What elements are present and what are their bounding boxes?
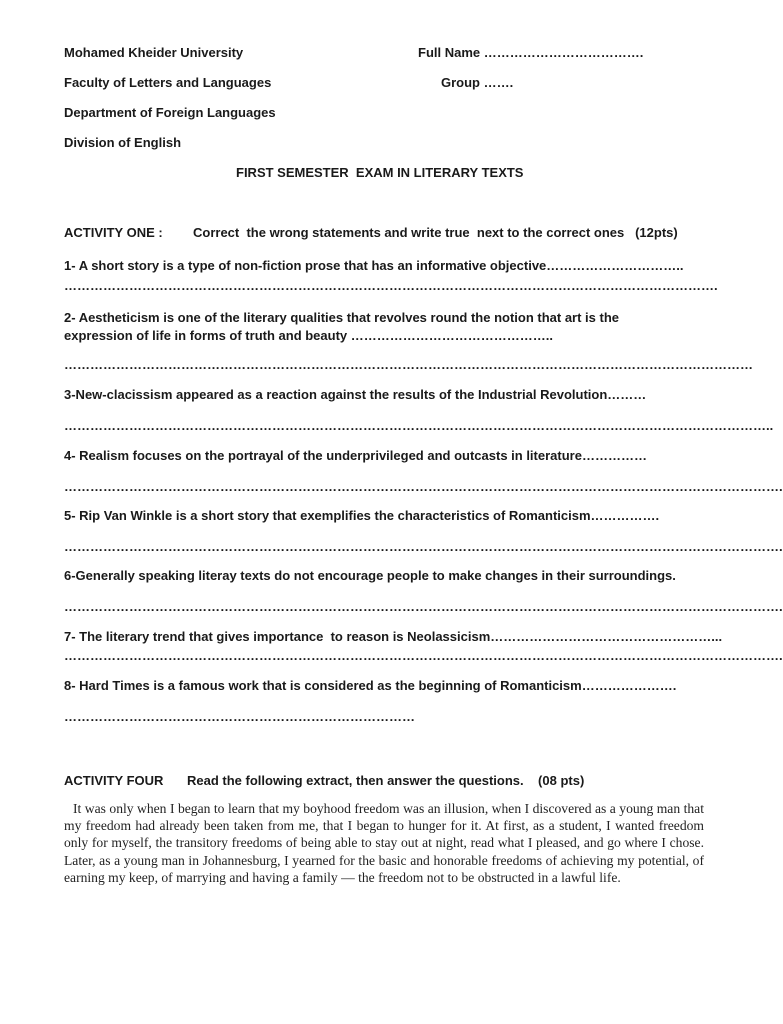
question-1: 1- A short story is a type of non-fiction prose that has an informative objective………………………….. <box>64 258 684 273</box>
question-4: 4- Realism focuses on the portrayal of the underprivileged and outcasts in literature…………… <box>64 448 647 463</box>
university-name: Mohamed Kheider University <box>64 45 244 60</box>
answer-line-3: ……………………………………………………………………………………………………………………………………………….. <box>64 418 774 433</box>
question-2-line-2: expression of life in forms of truth and beauty ……………………………………….. <box>64 328 553 343</box>
answer-line-1: ……………………………………………………………………………………………………………………………………. <box>64 278 718 293</box>
answer-line-4: …………………………………………………………………………………………………………………………………………………. <box>64 479 783 494</box>
activity-four-label: ACTIVITY FOUR <box>64 773 164 788</box>
activity-four-instruction: Read the following extract, then answer the questions. (08 pts) <box>187 773 585 788</box>
question-2-line-1: 2- Aestheticism is one of the literary qualities that revolves round the notion that art is the <box>64 310 620 325</box>
answer-line-2: …………………………………………………………………………………………………………………………………………… <box>64 357 753 372</box>
extract-paragraph: It was only when I began to learn that my boyhood freedom was an illusion, when I discovered as a young man that my freedom had already been taken from me, that I began to hunger for it. At first, as a student, I wanted freedom only for myself, the transitory freedoms of being able to stay out at night, read what I pleased, and go where I chose. Later, as a young man in Johannesburg, I yearned for the basic and honorable freedoms of achieving my potential, of earning my keep, of marrying and having a family — the freedom not to be obstructed in a lawful life. <box>64 801 704 885</box>
question-3: 3-New-clacissism appeared as a reaction against the results of the Industrial Revolution……… <box>64 387 647 402</box>
question-6: 6-Generally speaking literay texts do not encourage people to make changes in their surroundings. <box>64 568 676 583</box>
question-7: 7- The literary trend that gives importance to reason is Neolassicism……………………………………………... <box>64 629 723 644</box>
group-field: Group ……. <box>441 75 514 90</box>
question-5: 5- Rip Van Winkle is a short story that exemplifies the characteristics of Romanticism……………. <box>64 508 660 523</box>
activity-one-instruction: Correct the wrong statements and write true next to the correct ones (12pts) <box>193 225 678 240</box>
question-8: 8- Hard Times is a famous work that is considered as the beginning of Romanticism…………………. <box>64 678 677 693</box>
exam-title: FIRST SEMESTER EXAM IN LITERARY TEXTS <box>236 165 524 180</box>
activity-one-label: ACTIVITY ONE : <box>64 225 163 240</box>
answer-line-5: …………………………………………………………………………………………………………………………………………………. <box>64 539 783 554</box>
answer-line-8: ……………………………………………………………………… <box>64 709 415 724</box>
full-name-field: Full Name ………………………………. <box>418 45 644 60</box>
department-name: Department of Foreign Languages <box>64 105 276 120</box>
division-name: Division of English <box>64 135 182 150</box>
answer-line-6: …………………………………………………………………………………………………………………………………………………. <box>64 599 783 614</box>
answer-line-7: …………………………………………………………………………………………………………………………………………………. <box>64 648 783 663</box>
faculty-name: Faculty of Letters and Languages <box>64 75 272 90</box>
